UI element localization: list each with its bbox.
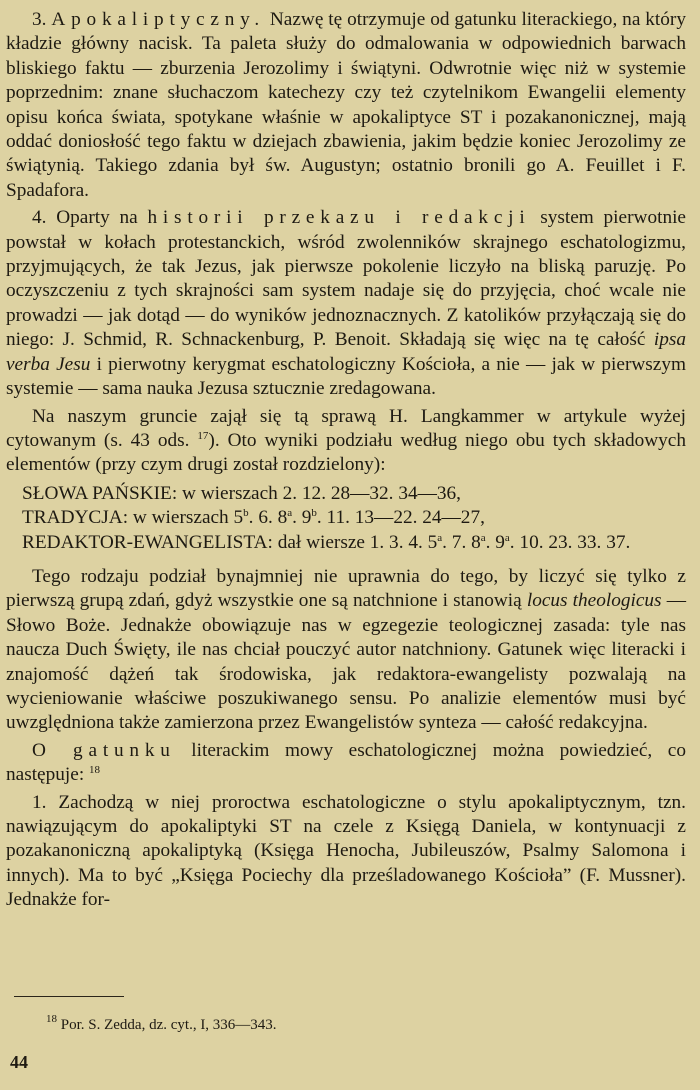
list-item-text: REDAKTOR-EWANGELISTA: dał wiersze 1. 3. 4. 5 (22, 531, 438, 553)
list-item-text: . 10. 23. 33. 37. (509, 531, 631, 553)
paragraph-historia-przekazu (6, 206, 686, 401)
list-item-text: . 11. 13—22. 24—27, (316, 507, 485, 529)
paragraph-body: literackim mowy eschatologicznej można powiedzieć, co następuje: (6, 739, 686, 786)
italic-phrase: locus theologicus (526, 590, 662, 612)
list-item-text: . 9 (485, 531, 505, 553)
spaced-term: historii przekazu i redakcji (147, 207, 531, 229)
page-number: 44 (10, 1052, 28, 1072)
verse-part-marker: b (243, 507, 249, 520)
verse-part-marker: a (437, 531, 443, 544)
italic-phrase: ipsa verba Jesu (6, 329, 686, 375)
paragraph-body: i pierwotny kerygmat eschatologiczny Kościoła, a nie — jak w pierwszym systemie — sama nauka Jezusa sztucznie zredagowana. (6, 353, 687, 400)
verse-part-marker: a (504, 531, 510, 544)
paragraph-body: system pierwotnie powstał w kołach protestanckich, wśród zwolenników skrajnego eschatologizmu, przyjmujących, że tak Jezus, jak pierwsze pokolenie liczyło na bliską paruzję. Po oczyszczeniu z tych skrajności sam system nadaje się do przyjęcia, choć wcale nie prowadzi — jak dotąd — do wyników jednoznacznych. Z katolików przyłączają się do niego: J. Schmid, R. Schnackenburg, P. Benoit. Składają się więc na tę całość (6, 207, 686, 351)
main-text (6, 8, 686, 916)
list-item-text: . 6. 8 (248, 507, 288, 529)
footnote (46, 1015, 277, 1035)
paragraph-body: Na naszym gruncie zajął się tą sprawą H. Langkammer w artykule wyżej cytowanym (s. 43 ods. (6, 405, 686, 451)
paragraph-body: — Słowo Boże. Jednakże obowiązuje nas w egzegezie teologicznej zasada: tyle nas naucza Duch Święty, ile nas chciał pouczyć autor natchniony. Gatunek więc literacki i znajomość dążeń tak środowiska, jak redaktora-ewangelisty pozwalają na wycieniowanie właściwe poszukiwanego sensu. Po analizie elementów musi być uwzględniona także zamierzona przez Ewangelistów synteza — całość redakcyjna. (6, 590, 686, 734)
paragraph-lead: 4. Oparty na (32, 207, 148, 229)
footnote-reference: 18 (89, 764, 100, 777)
spaced-term: Apokaliptyczny. (51, 9, 265, 30)
footnote-number: 18 (46, 1013, 57, 1025)
list-item-redaktor (6, 531, 686, 555)
list-item-text: . 9 (292, 507, 312, 529)
paragraph-body: ). Oto wyniki podziału według niego obu tych składowych elementów (przy czym drugi został rozdzielony): (6, 429, 687, 476)
paragraph-apokaliptyczny (6, 8, 686, 203)
list-item-tradycja (6, 506, 686, 530)
verse-part-marker: a (480, 531, 486, 544)
footnote-separator (14, 996, 124, 997)
verse-part-marker: b (311, 507, 317, 520)
paragraph-body: Nazwę tę otrzymuje od gatunku literackiego, na który kładzie główny nacisk. Ta paleta służy do odmalowania w odpowiednich barwach bliskiego faktu — zburzenia Jerozolimy i świątyni. Odwrotnie więc niż w systemie poprzednim: znane słuchaczom katechezy czy też czytelnikom Ewangelii elementy opisu końca świata, spotykane właśnie w apokaliptyce ST i pozakanonicznej, mają oddać doniosłość tego faktu w dziejach zbawienia, jakim będzie koniec Jerozolimy ze świątynią. Takiego zdania był św. Augustyn; ostatnio bronili go A. Feuillet i F. Spadafora. (6, 9, 686, 201)
spaced-term: O gatunku (32, 739, 176, 761)
list-item-slowa-panskie (6, 482, 686, 506)
paragraph-number: 3. (32, 9, 52, 30)
list-item-text: SŁOWA PAŃSKIE: w wierszach 2. 12. 28—32. 34—36, (22, 482, 461, 504)
verse-division-list (6, 482, 686, 555)
footnote-text: Por. S. Zedda, dz. cyt., I, 336—343. (57, 1017, 277, 1033)
footnote-reference: 17 (197, 429, 209, 442)
paragraph-body: Tego rodzaju podział bynajmniej nie uprawnia do tego, by liczyć się tylko z pierwszą grupą zdań, gdyż wszystkie one są natchnione i stanowią (6, 565, 686, 612)
paragraph-gatunek (6, 739, 686, 788)
paragraph-podzial (6, 565, 686, 736)
paragraph-body: 1. Zachodzą w niej proroctwa eschatologiczne o stylu apokaliptycznym, tzn. nawiązującym do apokaliptyki ST na czele z Księgą Daniela, w kontynuacji z pozakanoniczną apokaliptyką (Księga Henocha, Jubileuszów, Psalmy Salomona i innych). Ma to być „Księga Pociechy dla prześladowanego Kościoła” (F. Mussner). Jednakże for- (6, 791, 686, 911)
paragraph-langkammer (6, 405, 686, 478)
paragraph-proroctwa (6, 791, 686, 913)
list-item-text: . 7. 8 (442, 531, 481, 553)
list-item-text: TRADYCJA: w wierszach 5 (22, 507, 244, 529)
verse-part-marker: a (287, 507, 293, 520)
